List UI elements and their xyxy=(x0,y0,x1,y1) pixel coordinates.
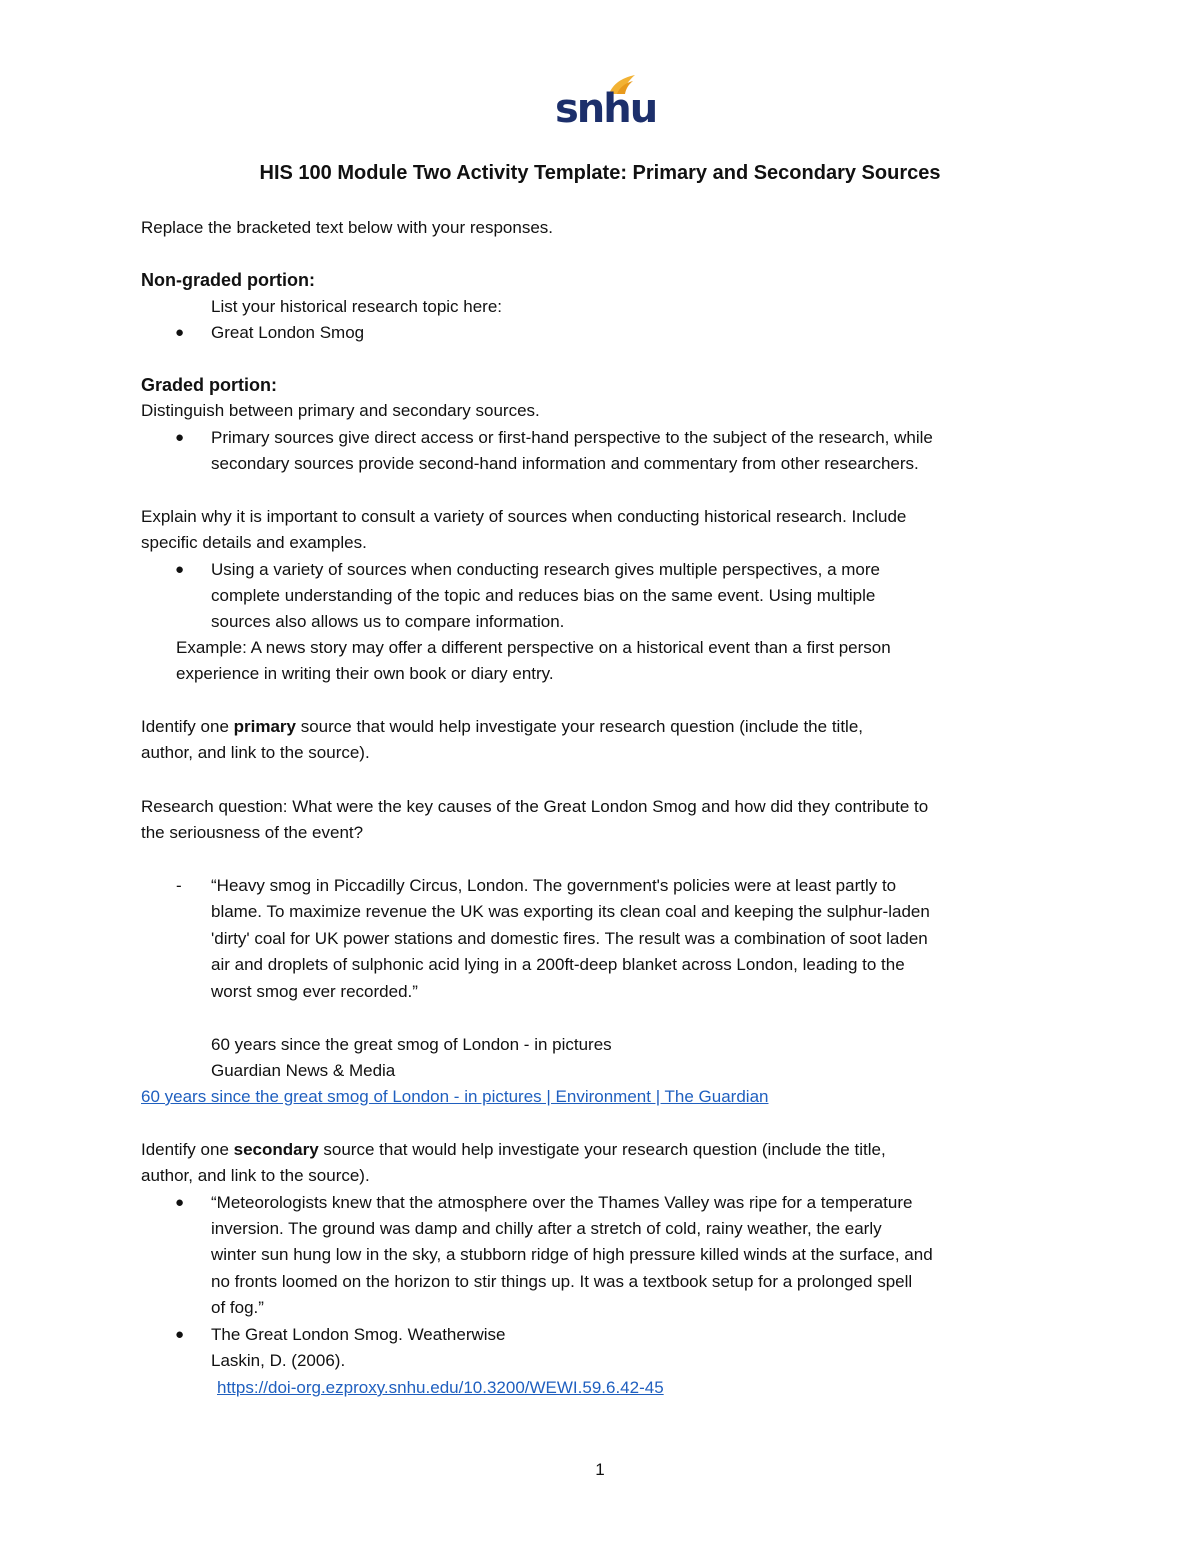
question-secondary-post: source that would help investigate your research question (include the title, xyxy=(318,1140,886,1159)
question-primary-bold: primary xyxy=(233,717,296,736)
question-secondary-line-1 xyxy=(141,1137,886,1163)
answer-variety-line-2: complete understanding of the topic and reduces bias on the same event. Using multiple xyxy=(211,586,876,605)
question-variety-line-2: specific details and examples. xyxy=(141,533,367,552)
nongraded-heading: Non-graded portion: xyxy=(141,270,315,290)
instruction-text: Replace the bracketed text below with your responses. xyxy=(141,218,554,237)
question-distinguish: Distinguish between primary and secondary sources. xyxy=(141,401,540,420)
question-secondary-pre: Identify one xyxy=(141,1140,234,1159)
primary-quote-line-3: 'dirty' coal for UK power stations and domestic fires. The result was a combination of soot laden xyxy=(211,929,928,948)
primary-quote-line-2: blame. To maximize revenue the UK was exporting its clean coal and keeping the sulphur-laden xyxy=(211,902,930,921)
secondary-quote-line-4: no fronts loomed on the horizon to stir things up. It was a textbook setup for a prolonged spell xyxy=(211,1272,913,1291)
research-question-line-1: Research question: What were the key causes of the Great London Smog and how did they contribute to xyxy=(141,797,929,816)
question-primary-line-1 xyxy=(141,714,863,740)
example-line-2: experience in writing their own book or diary entry. xyxy=(176,664,554,683)
question-primary-pre: Identify one xyxy=(141,717,234,736)
bullet-icon: ● xyxy=(175,324,185,341)
primary-quote-line-1: “Heavy smog in Piccadilly Circus, London. The government's policies were at least partly to xyxy=(211,876,897,895)
primary-quote-line-4: air and droplets of sulphonic acid lying in a 200ft-deep blanket across London, leading to the xyxy=(211,955,905,974)
topic-answer: Great London Smog xyxy=(211,323,365,342)
question-secondary-line-2: author, and link to the source). xyxy=(141,1166,370,1185)
primary-source-title: 60 years since the great smog of London - in pictures xyxy=(211,1035,612,1054)
bullet-icon: ● xyxy=(175,561,185,578)
document-title: HIS 100 Module Two Activity Template: Primary and Secondary Sources xyxy=(259,162,941,184)
primary-quote-line-5: worst smog ever recorded.” xyxy=(211,982,418,1001)
graded-heading: Graded portion: xyxy=(141,375,277,395)
secondary-source-author: Laskin, D. (2006). xyxy=(211,1351,346,1370)
question-primary-line-2: author, and link to the source). xyxy=(141,743,370,762)
bullet-icon: ● xyxy=(175,1194,185,1211)
primary-source-author: Guardian News & Media xyxy=(211,1061,396,1080)
answer-variety-line-1: Using a variety of sources when conducting research gives multiple perspectives, a more xyxy=(211,560,880,579)
primary-source-link[interactable]: 60 years since the great smog of London - in pictures | Environment | The Guardian xyxy=(141,1087,769,1106)
secondary-source-link[interactable]: https://doi-org.ezproxy.snhu.edu/10.3200/WEWI.59.6.42-45 xyxy=(217,1378,664,1397)
secondary-quote-line-2: inversion. The ground was damp and chilly after a stretch of cold, rainy weather, the early xyxy=(211,1219,882,1238)
secondary-quote-line-5: of fog.” xyxy=(211,1298,264,1317)
answer-distinguish-line-1: Primary sources give direct access or first-hand perspective to the subject of the research, while xyxy=(211,428,933,447)
research-question-line-2: the seriousness of the event? xyxy=(141,823,364,842)
bullet-icon: ● xyxy=(175,429,185,446)
bullet-icon: ● xyxy=(175,1326,185,1343)
question-variety-line-1: Explain why it is important to consult a variety of sources when conducting historical research. Include xyxy=(141,507,907,526)
snhu-logo xyxy=(555,74,657,132)
secondary-quote-line-3: winter sun hung low in the sky, a stubborn ridge of high pressure killed winds at the surface, and xyxy=(211,1245,933,1264)
question-primary-post: source that would help investigate your research question (include the title, xyxy=(296,717,863,736)
logo-text: snhu xyxy=(555,86,657,132)
answer-distinguish-line-2: secondary sources provide second-hand information and commentary from other researchers. xyxy=(211,454,919,473)
dash-marker: - xyxy=(176,876,182,895)
topic-prompt: List your historical research topic here: xyxy=(211,297,503,316)
secondary-quote-line-1: “Meteorologists knew that the atmosphere over the Thames Valley was ripe for a temperature xyxy=(211,1193,913,1212)
page-number: 1 xyxy=(595,1460,605,1479)
answer-variety-line-3: sources also allows us to compare information. xyxy=(211,612,565,631)
secondary-source-title: The Great London Smog. Weatherwise xyxy=(211,1325,506,1344)
example-line-1: Example: A news story may offer a different perspective on a historical event than a first person xyxy=(176,638,891,657)
question-secondary-bold: secondary xyxy=(233,1140,319,1159)
